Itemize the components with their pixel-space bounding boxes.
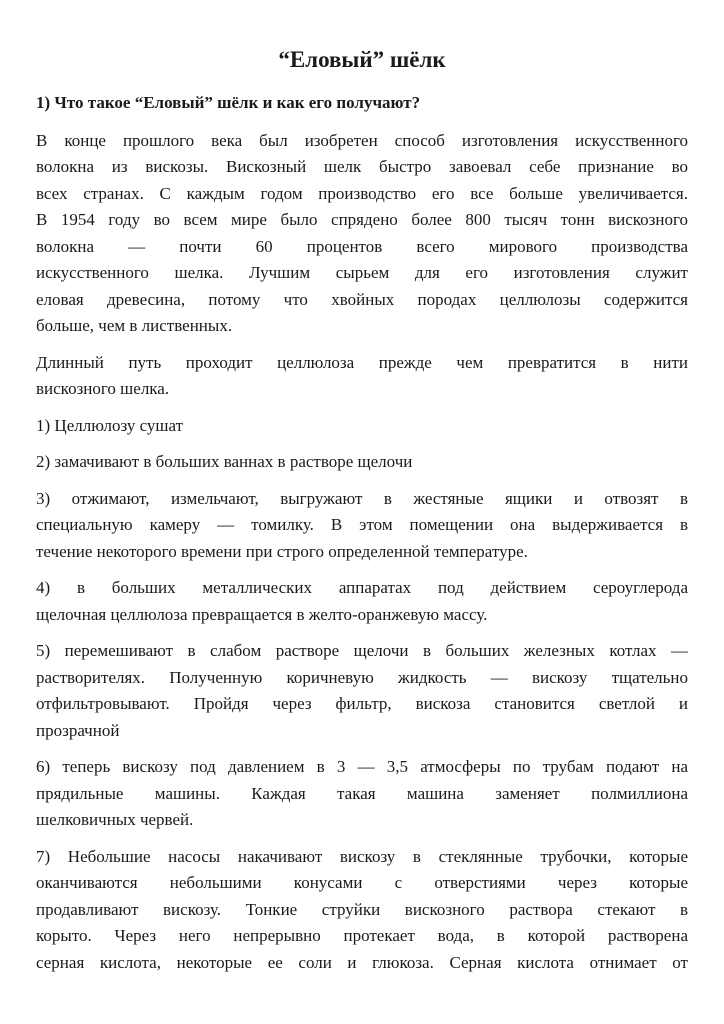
paragraph <box>36 449 688 476</box>
paragraph <box>36 638 688 744</box>
paragraph-line: серная кислота, некоторые ее соли и глюкоза. Серная кислота отнимает от <box>36 952 688 972</box>
paragraph-line: отфильтровывают. Пройдя через фильтр, вискоза становится светлой и <box>36 694 688 713</box>
paragraph-line: шелковичных червей. <box>36 810 194 829</box>
paragraph-line: еловая древесина, потому что хвойных породах целлюлозы содержится <box>36 289 688 309</box>
paragraph-line: оканчиваются небольшими конусами с отверстиями через которые <box>36 873 688 892</box>
paragraph <box>36 413 688 440</box>
paragraph-line: 7) Небольшие насосы накачивают вискозу в стеклянные трубочки, которые <box>36 846 688 866</box>
paragraph-line: 4) в больших металлических аппаратах под действием сероуглерода <box>36 578 688 597</box>
paragraph-line: растворителях. Полученную коричневую жидкость — вискозу тщательно <box>36 667 688 687</box>
paragraph-line: В конце прошлого века был изобретен способ изготовления искусственного <box>36 130 688 150</box>
paragraph <box>36 754 688 834</box>
paragraph-line: волокна — почти 60 процентов всего мирового производства <box>36 236 688 256</box>
paragraph-line: течение некоторого времени при строго определенной температуре. <box>36 541 528 561</box>
paragraph <box>36 350 688 403</box>
paragraph <box>36 486 688 566</box>
paragraph <box>36 575 688 628</box>
section-heading: 1) Что такое “Еловый” шёлк и как его получают? <box>36 93 421 112</box>
paragraph-line: специальную камеру — томилку. В этом помещении она выдерживается в <box>36 515 688 534</box>
paragraph-line: корыто. Через него непрерывно протекает вода, в которой растворена <box>36 926 688 945</box>
paragraph-line: волокна из вискозы. Вискозный шелк быстро завоевал себе признание во <box>36 157 688 176</box>
paragraph-line: 6) теперь вискозу под давлением в 3 — 3,5 атмосферы по трубам подают на <box>36 757 688 776</box>
paragraph-line: искусственного шелка. Лучшим сырьем для его изготовления служит <box>36 263 688 282</box>
paragraph <box>36 128 688 340</box>
document-body <box>36 128 688 977</box>
paragraph-line: 3) отжимают, измельчают, выгружают в жестяные ящики и отвозят в <box>36 488 688 508</box>
paragraph-line: 2) замачивают в больших ваннах в растворе щелочи <box>36 452 413 471</box>
paragraph <box>36 844 688 977</box>
paragraph-line: вискозного шелка. <box>36 379 170 398</box>
paragraph-line: прозрачной <box>36 720 120 740</box>
paragraph-line: больше, чем в лиственных. <box>36 316 233 335</box>
paragraph-line: 1) Целлюлозу сушат <box>36 415 184 435</box>
paragraph-line: продавливают вискозу. Тонкие струйки вискозного раствора стекают в <box>36 899 688 919</box>
paragraph-line: щелочная целлюлоза превращается в желто-оранжевую массу. <box>36 604 488 624</box>
paragraph-line: всех странах. С каждым годом производство его все больше увеличивается. <box>36 183 688 203</box>
document-title: “Еловый” шёлк <box>278 47 446 72</box>
paragraph-line: прядильные машины. Каждая такая машина заменяет полмиллиона <box>36 783 688 803</box>
paragraph-line: 5) перемешивают в слабом растворе щелочи в больших железных котлах — <box>36 641 688 660</box>
paragraph-line: Длинный путь проходит целлюлоза прежде чем превратится в нити <box>36 352 688 372</box>
paragraph-line: В 1954 году во всем мире было спрядено более 800 тысяч тонн вискозного <box>36 210 688 229</box>
